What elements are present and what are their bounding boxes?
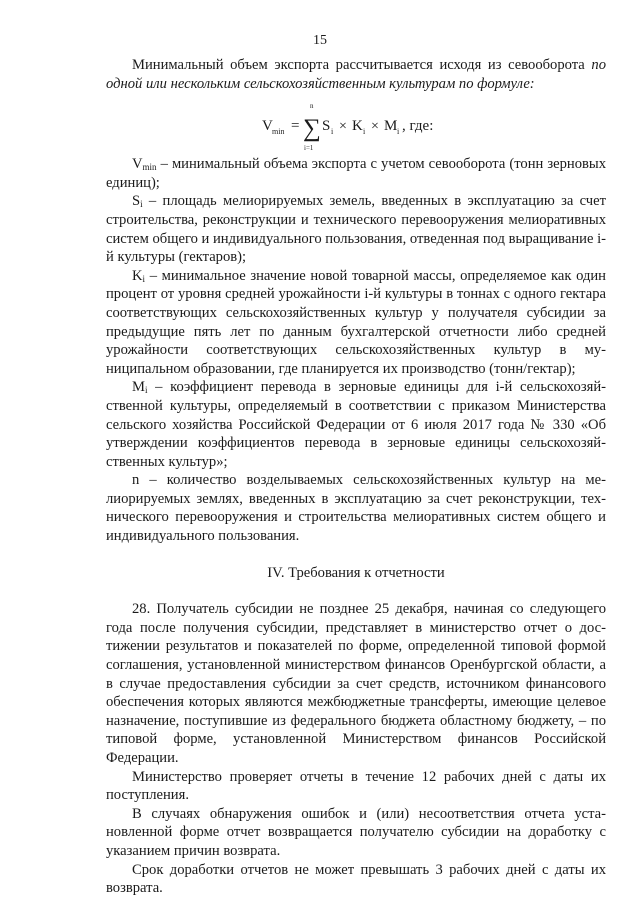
definition-symbol: S [132,193,141,210]
formula-index-k: i [363,127,366,137]
definition-text: – количество возделываемых сельскохозяйственных культур на мелиорируемых землях, введенных в эксплуатацию за счет реконструкции, технического перевооружения и строительства мелиоративных систем общего и индивидуального пользования. [106,472,606,545]
formula-term-m: M [384,118,398,135]
intro-text: Минимальный объем экспорта рассчитывается исходя из севооборота [132,57,592,73]
formula-lhs: V [262,118,273,135]
section-title: IV. Требования к отчетности [267,564,445,581]
definition-symbol: M [132,379,145,396]
paragraph-review: Министерство проверяет отчеты в течение 12 рабочих дней с даты их поступления. [106,768,606,804]
formula-graphic [262,93,502,155]
definition-symbol: n [132,472,140,489]
formula-term-k: K [352,118,363,135]
paragraph-deadline: Срок доработки отчетов не может превышать 3 рабочих дней с даты их возврата. [106,861,606,897]
paragraph-28: 28. Получатель субсидии не позднее 25 декабря, начиная со следующего года после получения субсидии, представляет в министерство отчет о достижении результатов и показателей по форме, определенной типовой формой соглашения, установленной министерством финансов Оренбургской области, а в случае предоставления субсидии за счет средств, источником финансового обеспечения которых являются межбюджетные трансферты, имеющие целевое назначение, поступившие из федерального бюджета областному бюджету, – по типовой форме, установленной Министерством финансов Российской Федерации. [106,601,606,766]
formula-lhs-sub: min [272,127,285,137]
definition-text: – минимальный объема экспорта с учетом севооборота (тонн зерновых единиц); [106,156,606,191]
definition-symbol: V [132,156,143,173]
definition-text: – коэффициент перевода в зерновые единицы для i-й сельскохозяйственной культуры, определяемый в соответствии с приказом Министерства сельского хозяйства Российской Федерации от 6 июля 2017 года № 330 «Об утверждении коэффициентов перевода в зерновые единицы сельскохозяйственных культур»; [106,379,606,470]
formula-sum-upper: n [310,102,314,111]
paragraph-errors: В случаях обнаружения ошибок и (или) несоответствия отчета установленной форме отчет возвращается получателю субсидии на доработку с указанием причин возврата. [106,805,606,859]
formula-vmin [262,93,606,155]
definition-n [106,471,606,545]
definition-si [106,192,606,266]
definition-vmin [106,155,606,192]
formula-times-1: × [339,119,347,135]
definition-mi [106,378,606,471]
intro-italic-text: по одной или нескольким сельскохозяйственным культурам по формуле: [106,57,606,92]
definition-symbol-sub: i [140,199,143,210]
formula-times-2: × [371,119,379,135]
definition-text: – минимальное значение новой товарной массы, определяемое как один процент от уровня средней урожайности i-й культуры в тоннах с одного гектара соответствующих сельскохозяйственных культур у получателя субсидии за предыдущие пять лет по данным бухгалтерской отчетности либо средней урожайности соответствующих сельскохозяйственных культур в муниципальном образовании, где планируется их производство (тонн/гектар); [106,267,606,377]
formula-index-m: i [397,127,400,137]
formula-index-s: i [331,127,334,137]
definition-symbol-sub: i [142,273,146,284]
page-number: 15 [313,33,327,48]
document-body [106,56,606,898]
definition-symbol-sub: min [142,162,157,173]
formula-sum-symbol: ∑ [303,115,321,143]
definition-ki [106,267,606,379]
definition-symbol: K [132,267,143,284]
definition-symbol-sub: i [144,385,148,396]
formula-tail: , где: [402,118,434,135]
formula-sum-lower: i=1 [304,144,314,153]
formula-equals: = [291,118,300,135]
intro-paragraph [106,56,606,93]
formula-term-s: S [322,118,331,135]
definition-text: – площадь мелиорируемых земель, введенных в эксплуатацию за счет строительства, реконструкции и технического перевооружения мелиоративных систем общего и индивидуального пользования, отведенная под выращивание i-й культуры (гектаров); [106,193,606,266]
